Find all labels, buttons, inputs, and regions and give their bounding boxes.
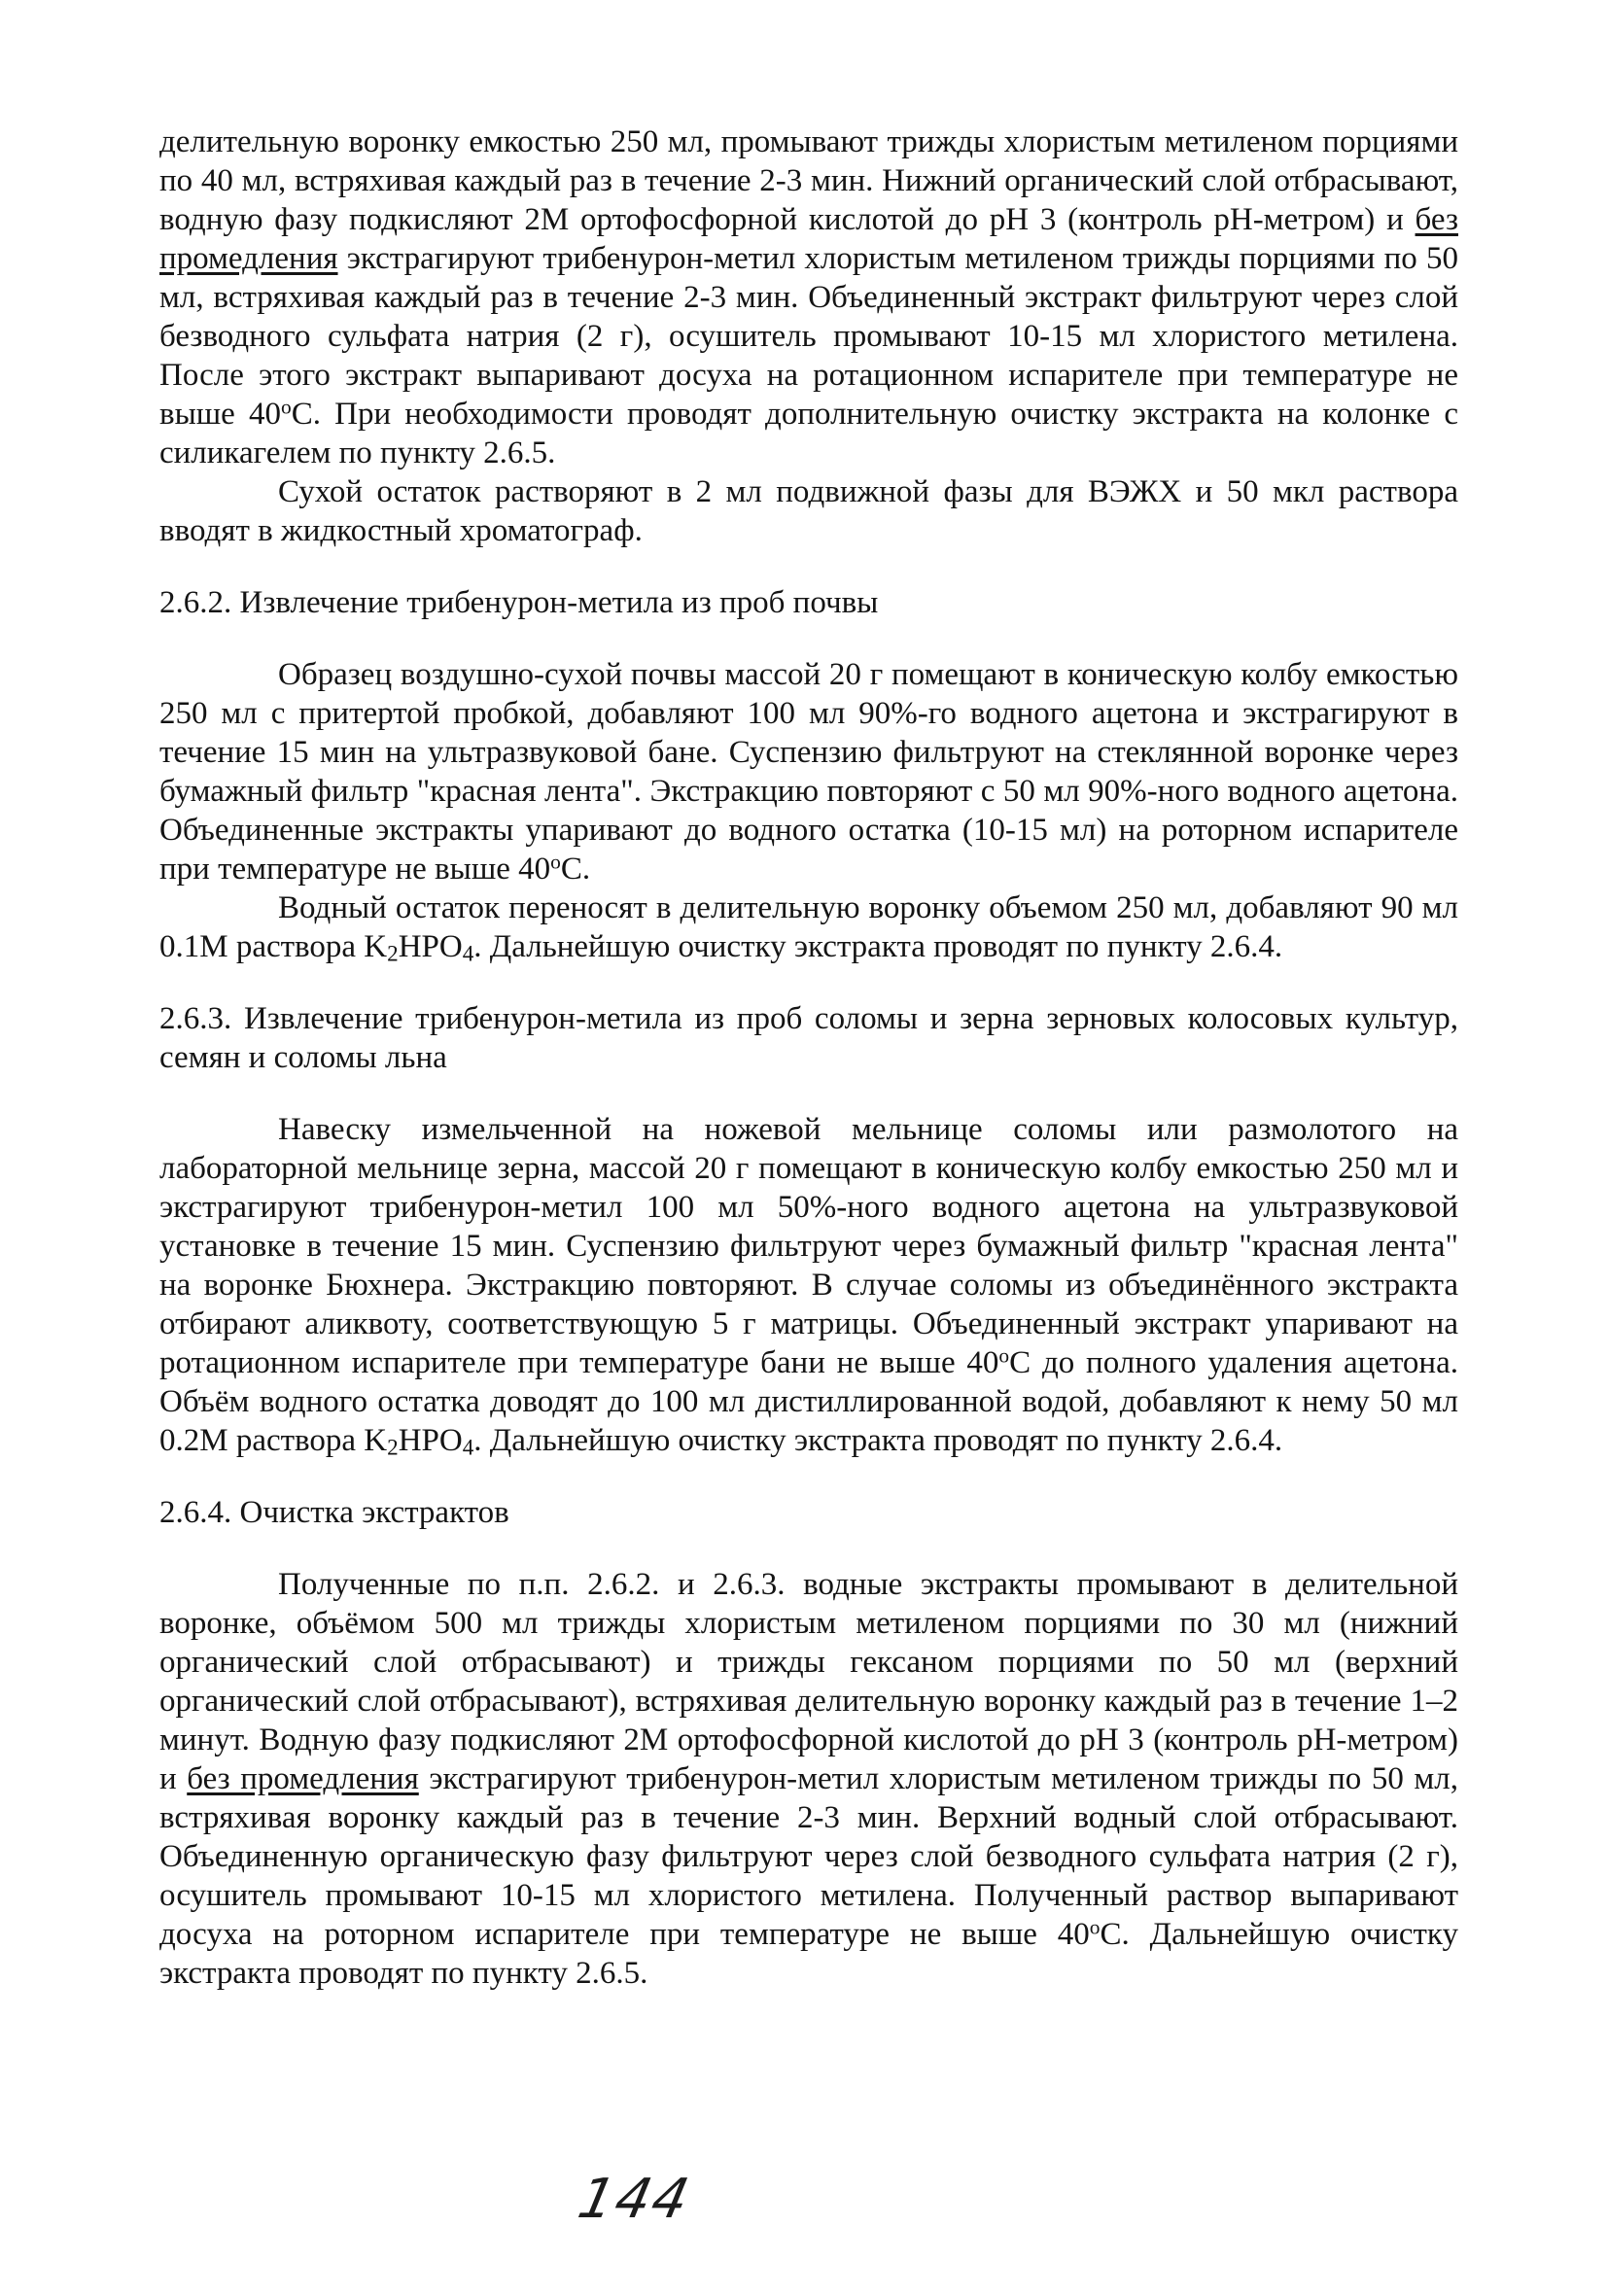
paragraph-straw-grain: [159, 1110, 1458, 1460]
document-body: [159, 122, 1458, 1993]
text-run: HPO: [398, 1423, 463, 1458]
subscript: 2: [387, 940, 399, 966]
text-run: Водный остаток переносят в делительную воронку объемом 250 мл, добавляют 90 мл 0.1М раствора K: [159, 890, 1458, 964]
paragraph-soil-sample: [159, 655, 1458, 888]
subscript: 4: [462, 1434, 474, 1460]
section-heading-2-6-2: 2.6.2. Извлечение трибенурон-метила из проб почвы: [159, 585, 879, 620]
paragraph-extract-cleanup: [159, 1565, 1458, 1993]
text-run: С.: [560, 852, 591, 887]
text-run: экстрагируют трибенурон-метил хлористым метиленом трижды порциями по 50 мл, встряхивая каждый раз в течение 2-3 мин. Объединенный экстракт фильтруют через слой безводного сульфата натрия (2 г), осушитель промывают 10-15 мл хлористого метилена. После этого экстракт выпаривают досуха на ротационном испарителе при температуре не выше 40: [159, 241, 1458, 432]
degree-sign: о: [550, 850, 561, 874]
text-run: Полученные по п.п. 2.6.2. и 2.6.3. водные экстракты промывают в делительной воронке, объёмом 500 мл трижды хлористым метиленом порциями по 30 мл (нижний органический слой отбрасывают) и трижды гексаном порциями по 50 мл (верхний органический слой отбрасывают), встряхивая делительную воронку каждый раз в течение 1–2 минут. Водную фазу подкисляют 2М ортофосфорной кислотой до рН 3 (контроль рН-метром) и: [159, 1567, 1458, 1796]
text-run: С до полного удаления ацетона. Объём водного остатка доводят до 100 мл дистиллированной водой, добавляют к нему 50 мл 0.2М раствора K: [159, 1345, 1458, 1458]
paragraph-extraction-continued: [159, 122, 1458, 472]
degree-sign: о: [1089, 1915, 1101, 1939]
section-heading-2-6-4: 2.6.4. Очистка экстрактов: [159, 1495, 509, 1530]
text-run: HPO: [398, 929, 463, 964]
text-run: С. При необходимости проводят дополнительную очистку экстракта на колонке с силикагелем по пункту 2.6.5.: [159, 397, 1459, 470]
text-run: Навеску измельченной на ножевой мельнице соломы или размолотого на лабораторной мельнице зерна, массой 20 г помещают в коническую колбу емкостью 250 мл и экстрагируют трибенурон-метил 100 мл 50%-ного водного ацетона на ультразвуковой установке в течение 15 мин. Суспензию фильтруют через бумажный фильтр "красная лента" на воронке Бюхнера. Экстракцию повторяют. В случае соломы из объединённого экстракта отбирают аликвоту, соответствующую 5 г матрицы. Объединенный экстракт упаривают на ротационном испарителе при температуре бани не выше 40: [159, 1112, 1458, 1380]
underlined-phrase: без промедления: [159, 202, 1458, 276]
subscript: 2: [387, 1434, 399, 1460]
text-run: экстрагируют трибенурон-метил хлористым метиленом трижды по 50 мл, встряхивая воронку каждый раз в течение 2-3 мин. Верхний водный слой отбрасывают. Объединенную органическую фазу фильтруют через слой безводного сульфата натрия (2 г), осушитель промывают 10-15 мл хлористого метилена. Полученный раствор выпаривают досуха на роторном испарителе при температуре не выше 40: [159, 1761, 1458, 1952]
text-run: . Дальнейшую очистку экстракта проводят по пункту 2.6.4.: [473, 929, 1283, 964]
text-run: С. Дальнейшую очистку экстракта проводят по пункту 2.6.5.: [159, 1917, 1458, 1991]
underlined-phrase: без промедления: [187, 1761, 419, 1796]
paragraph-aqueous-residue: [159, 888, 1458, 966]
text-run: . Дальнейшую очистку экстракта проводят по пункту 2.6.4.: [473, 1423, 1283, 1458]
paragraph-dry-residue: Сухой остаток растворяют в 2 мл подвижной фазы для ВЭЖХ и 50 мкл раствора вводят в жидкостный хроматограф.: [159, 474, 1458, 548]
text-run: делительную воронку емкостью 250 мл, промывают трижды хлористым метиленом порциями по 40 мл, встряхивая каждый раз в течение 2-3 мин. Нижний органический слой отбрасывают, водную фазу подкисляют 2М ортофосфорной кислотой до рН 3 (контроль рН-метром) и: [159, 124, 1458, 237]
degree-sign: о: [280, 395, 292, 419]
handwritten-page-number: 144: [573, 2168, 696, 2231]
text-run: Образец воздушно-сухой почвы массой 20 г помещают в коническую колбу емкостью 250 мл с притертой пробкой, добавляют 100 мл 90%-го водного ацетона и экстрагируют в течение 15 мин на ультразвуковой бане. Суспензию фильтруют на стеклянной воронке через бумажный фильтр "красная лента". Экстракцию повторяют с 50 мл 90%-ного водного ацетона. Объединенные экстракты упаривают до водного остатка (10-15 мл) на роторном испарителе при температуре не выше 40: [159, 657, 1458, 887]
section-heading-2-6-3: 2.6.3. Извлечение трибенурон-метила из проб соломы и зерна зерновых колосовых культур, семян и соломы льна: [159, 1001, 1458, 1075]
degree-sign: о: [998, 1343, 1010, 1368]
subscript: 4: [462, 940, 474, 966]
